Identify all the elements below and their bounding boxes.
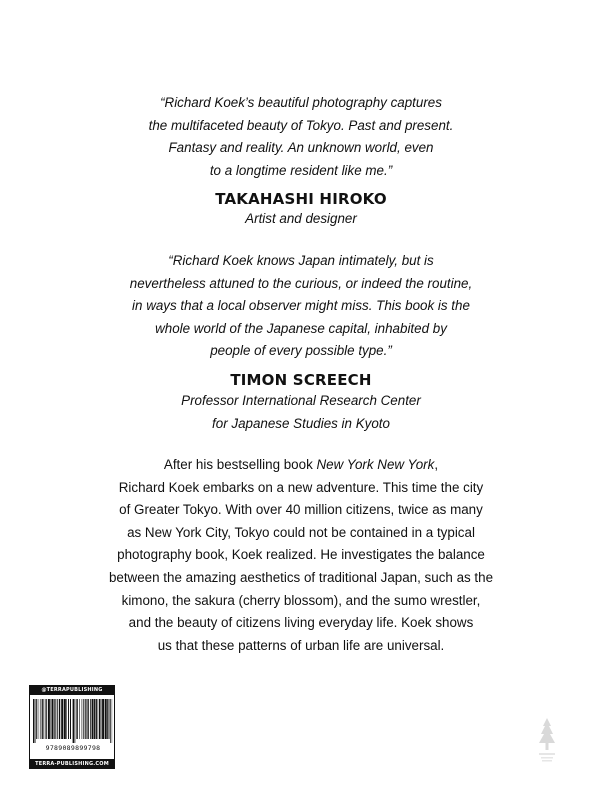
barcode-bar (45, 699, 46, 739)
publisher-handle: @TERRAPUBLISHING (29, 685, 115, 695)
quote-line: “Richard Koek’s beautiful photography captures (160, 95, 442, 110)
barcode-bar (40, 699, 41, 739)
barcode-bar (53, 699, 54, 739)
description-line: photography book, Koek realized. He investigates the balance (117, 547, 485, 563)
isbn-number: 9789089899798 (45, 744, 101, 752)
barcode-bar (99, 699, 100, 739)
endorsement-2-quote (0, 250, 602, 363)
barcode-bar (59, 699, 60, 739)
barcode-bar (36, 699, 37, 739)
barcode-bar (68, 699, 69, 739)
endorsement-1-quote (0, 92, 602, 182)
barcode-bar (90, 699, 91, 739)
barcode-bar (79, 699, 80, 739)
quote-line: whole world of the Japanese capital, inhabited by (155, 320, 447, 336)
quote-line: the multifaceted beauty of Tokyo. Past and present. (148, 117, 454, 133)
barcode-bar (96, 699, 97, 739)
quote-line: people of every possible type.” (210, 343, 392, 358)
barcode-bar (102, 699, 104, 739)
quote-line: in ways that a local observer might miss. This book is the (132, 298, 470, 313)
barcode-bar (83, 699, 84, 739)
description-line: us that these patterns of urban life are universal. (157, 637, 445, 653)
barcode-bar (107, 699, 108, 739)
barcode-bar (74, 699, 75, 743)
quote-line: to a longtime resident like me.” (209, 162, 393, 178)
barcode-block (29, 685, 115, 769)
book-title-reference: New York New York (316, 457, 435, 472)
role-line: Professor International Research Center (181, 393, 421, 408)
barcode-bar (51, 699, 52, 739)
role-line: Artist and designer (245, 211, 357, 226)
barcode-bar (38, 699, 39, 739)
barcode-bar (76, 699, 77, 739)
barcode-bar (87, 699, 88, 739)
barcode-bar (94, 699, 95, 739)
barcode-bar (48, 699, 50, 739)
description-line: Richard Koek embarks on a new adventure. This time the city (118, 479, 484, 495)
quote-line: nevertheless attuned to the curious, or indeed the routine, (129, 275, 473, 291)
description-line: as New York City, Tokyo could not be contained in a typical (127, 524, 475, 540)
quote-line: Fantasy and reality. An unknown world, even (168, 140, 434, 155)
barcode-area (29, 695, 115, 759)
description-line (0, 454, 602, 477)
role-line: for Japanese Studies in Kyoto (212, 415, 390, 431)
description-line: kimono, the sakura (cherry blossom), and the sumo wrestler, (121, 592, 481, 608)
barcode-bar (55, 699, 56, 739)
barcode-bar (73, 699, 74, 743)
barcode-bar (70, 699, 71, 739)
barcode-bar (85, 699, 86, 739)
barcode-bar (110, 699, 111, 743)
barcode-bar (52, 699, 53, 739)
barcode-bar (64, 699, 66, 739)
barcode-bar (88, 699, 89, 739)
barcode-bar (33, 699, 34, 743)
publisher-website: TERRA-PUBLISHING.COM (29, 759, 115, 769)
barcode-bar (57, 699, 58, 739)
endorsement-1-author: TAKAHASHI HIROKO (215, 190, 387, 208)
barcode-bar (35, 699, 36, 743)
barcode-bars-icon (33, 699, 113, 743)
barcode-bar (61, 699, 63, 739)
endorsement-2-author: TIMON SCREECH (230, 371, 372, 389)
book-description (0, 454, 602, 657)
barcode-bar (105, 699, 107, 739)
barcode-bar (109, 699, 110, 739)
description-line: and the beauty of citizens living everyday life. Koek shows (128, 615, 474, 631)
endorsement-2-role (0, 390, 602, 435)
barcode-bar (43, 699, 44, 739)
barcode-bar (42, 699, 43, 739)
barcode-bar (46, 699, 47, 739)
barcode-bar (82, 699, 83, 739)
fsc-tree-icon (536, 716, 558, 764)
description-line: of Greater Tokyo. With over 40 million citizens, twice as many (119, 502, 483, 518)
barcode-bar (101, 699, 102, 739)
quote-line: “Richard Koek knows Japan intimately, but is (168, 253, 434, 268)
barcode-bar (92, 699, 94, 739)
description-line: between the amazing aesthetics of traditional Japan, such as the (108, 569, 494, 585)
description-suffix: , (434, 457, 439, 472)
barcode-bar (66, 699, 67, 739)
description-prefix: After his bestselling book (163, 457, 317, 472)
endorsement-1-role (0, 208, 602, 231)
barcode-bar (98, 699, 99, 739)
